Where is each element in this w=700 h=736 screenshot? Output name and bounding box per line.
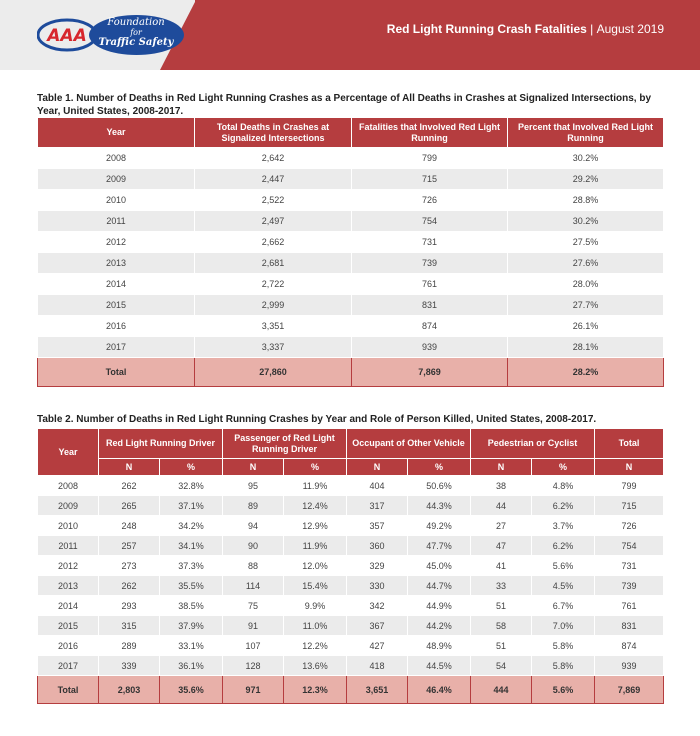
- table2-cell: 107: [223, 636, 284, 656]
- table2-cell: 45.0%: [408, 556, 471, 576]
- table2-cell: 4.8%: [532, 476, 595, 496]
- table2-cell: 404: [347, 476, 408, 496]
- table2-header-pedestrian: Pedestrian or Cyclist: [471, 429, 595, 459]
- table2-cell: 6.2%: [532, 496, 595, 516]
- table2-cell: 317: [347, 496, 408, 516]
- table2-cell: 37.1%: [160, 496, 223, 516]
- table1-cell: 939: [352, 337, 508, 358]
- svg-text:AAA: AAA: [47, 26, 87, 46]
- table1-cell: 28.1%: [508, 337, 664, 358]
- table2-cell: 11.9%: [284, 536, 347, 556]
- table1-caption: Table 1. Number of Deaths in Red Light Running Crashes as a Percentage of All Deaths in Crashes at Signalized Intersections, by Year, United States, 2008-2017.: [37, 93, 652, 117]
- table2-cell: 289: [99, 636, 160, 656]
- table1-row: [38, 295, 664, 316]
- table2-cell: 47: [471, 536, 532, 556]
- table1-cell: 874: [352, 316, 508, 337]
- table2-cell: 128: [223, 656, 284, 676]
- table2-cell: 262: [99, 476, 160, 496]
- table1-cell: 2011: [38, 211, 195, 232]
- table2-row: [38, 656, 664, 676]
- table2-cell: 6.7%: [532, 596, 595, 616]
- table2-cell: 715: [595, 496, 664, 516]
- table2-cell: 257: [99, 536, 160, 556]
- table1-row: [38, 337, 664, 358]
- table2-row: [38, 476, 664, 496]
- table2-cell: 90: [223, 536, 284, 556]
- table2-total-cell: 3,651: [347, 676, 408, 704]
- table1-cell: 2009: [38, 169, 195, 190]
- table1-cell: 2008: [38, 148, 195, 169]
- table2-cell: 37.3%: [160, 556, 223, 576]
- report-date: August 2019: [596, 22, 664, 36]
- table2-cell: 2009: [38, 496, 99, 516]
- table1-cell: 30.2%: [508, 148, 664, 169]
- table2-header-total: Total: [595, 429, 664, 459]
- table2-row: [38, 576, 664, 596]
- table2-subheader-row: [38, 459, 664, 476]
- table2-total-cell: 971: [223, 676, 284, 704]
- table1-cell: 28.8%: [508, 190, 664, 211]
- page-header: [0, 0, 700, 70]
- logo-for-text: for: [130, 28, 142, 37]
- table1-cell: 27.7%: [508, 295, 664, 316]
- table1-row: [38, 316, 664, 337]
- table2-cell: 33.1%: [160, 636, 223, 656]
- table1-cell: 3,337: [195, 337, 352, 358]
- table1: [37, 117, 664, 387]
- table2-header-other-vehicle: Occupant of Other Vehicle: [347, 429, 471, 459]
- table1-cell: 731: [352, 232, 508, 253]
- table2-cell: 3.7%: [532, 516, 595, 536]
- table2-cell: 33: [471, 576, 532, 596]
- table1-cell: 27.5%: [508, 232, 664, 253]
- table2-cell: 12.2%: [284, 636, 347, 656]
- table2-cell: 2010: [38, 516, 99, 536]
- table2-cell: 754: [595, 536, 664, 556]
- table1-cell: 3,351: [195, 316, 352, 337]
- table2-cell: 5.6%: [532, 556, 595, 576]
- table2-cell: 13.6%: [284, 656, 347, 676]
- table2-total-cell: 7,869: [595, 676, 664, 704]
- table2-cell: 418: [347, 656, 408, 676]
- table2-cell: 265: [99, 496, 160, 516]
- table2-subheader-n: N: [595, 459, 664, 476]
- table1-total-cell: Total: [38, 358, 195, 387]
- table2-caption: Table 2. Number of Deaths in Red Light Running Crashes by Year and Role of Person Killed, United States, 2008-2017.: [37, 414, 597, 425]
- table1-cell: 29.2%: [508, 169, 664, 190]
- table2-subheader-pct: %: [532, 459, 595, 476]
- table1-row: [38, 274, 664, 295]
- table2-cell: 32.8%: [160, 476, 223, 496]
- table2-total-cell: 46.4%: [408, 676, 471, 704]
- table2-cell: 293: [99, 596, 160, 616]
- table2-cell: 357: [347, 516, 408, 536]
- logo-traffic-safety-text: Traffic Safety: [98, 37, 174, 48]
- table2-cell: 48.9%: [408, 636, 471, 656]
- table1-row: [38, 253, 664, 274]
- table2-total-cell: 444: [471, 676, 532, 704]
- table2-cell: 95: [223, 476, 284, 496]
- table2-cell: 339: [99, 656, 160, 676]
- table1-cell: 831: [352, 295, 508, 316]
- table2-cell: 36.1%: [160, 656, 223, 676]
- table1-cell: 2,497: [195, 211, 352, 232]
- table2-cell: 11.9%: [284, 476, 347, 496]
- table1-cell: 754: [352, 211, 508, 232]
- table2-cell: 315: [99, 616, 160, 636]
- table2-cell: 427: [347, 636, 408, 656]
- table1-header-total-deaths: Total Deaths in Crashes at Signalized Intersections: [195, 118, 352, 148]
- table2-cell: 58: [471, 616, 532, 636]
- table2-cell: 47.7%: [408, 536, 471, 556]
- table2-cell: 342: [347, 596, 408, 616]
- table1-cell: 2,999: [195, 295, 352, 316]
- table2-cell: 34.1%: [160, 536, 223, 556]
- table2-cell: 262: [99, 576, 160, 596]
- table2-subheader-pct: %: [284, 459, 347, 476]
- table2-cell: 91: [223, 616, 284, 636]
- table2-cell: 12.4%: [284, 496, 347, 516]
- table1-cell: 2012: [38, 232, 195, 253]
- table1-cell: 27.6%: [508, 253, 664, 274]
- table2-cell: 5.8%: [532, 636, 595, 656]
- table2-cell: 330: [347, 576, 408, 596]
- table2-cell: 367: [347, 616, 408, 636]
- table2-cell: 114: [223, 576, 284, 596]
- aaa-foundation-logo: [37, 13, 187, 59]
- table2-cell: 360: [347, 536, 408, 556]
- table1-cell: 2015: [38, 295, 195, 316]
- table2-row: [38, 616, 664, 636]
- table2-cell: 88: [223, 556, 284, 576]
- table2-cell: 49.2%: [408, 516, 471, 536]
- table2: [37, 428, 664, 704]
- table2-cell: 44.9%: [408, 596, 471, 616]
- table2-cell: 799: [595, 476, 664, 496]
- table2-cell: 2016: [38, 636, 99, 656]
- table2-cell: 2014: [38, 596, 99, 616]
- table2-cell: 50.6%: [408, 476, 471, 496]
- table2-row: [38, 496, 664, 516]
- table1-cell: 739: [352, 253, 508, 274]
- table1-cell: 28.0%: [508, 274, 664, 295]
- table2-subheader-n: N: [99, 459, 160, 476]
- table1-cell: 2010: [38, 190, 195, 211]
- table2-total-cell: 2,803: [99, 676, 160, 704]
- table2-cell: 7.0%: [532, 616, 595, 636]
- table2-cell: 739: [595, 576, 664, 596]
- table1-cell: 715: [352, 169, 508, 190]
- table1-cell: 26.1%: [508, 316, 664, 337]
- table2-cell: 5.8%: [532, 656, 595, 676]
- table2-cell: 2011: [38, 536, 99, 556]
- logo-foundation-text: Foundation: [107, 17, 165, 28]
- title-separator: |: [590, 22, 594, 36]
- table2-header-passenger: Passenger of Red Light Running Driver: [223, 429, 347, 459]
- table2-cell: 731: [595, 556, 664, 576]
- table2-cell: 248: [99, 516, 160, 536]
- table2-total-cell: 12.3%: [284, 676, 347, 704]
- table1-cell: 30.2%: [508, 211, 664, 232]
- table1-cell: 799: [352, 148, 508, 169]
- table2-cell: 4.5%: [532, 576, 595, 596]
- table2-cell: 2017: [38, 656, 99, 676]
- table1-row: [38, 190, 664, 211]
- table2-cell: 15.4%: [284, 576, 347, 596]
- table2-row: [38, 536, 664, 556]
- table2-cell: 44.5%: [408, 656, 471, 676]
- table2-cell: 51: [471, 596, 532, 616]
- table1-cell: 2,662: [195, 232, 352, 253]
- table1-total-row: [38, 358, 664, 387]
- table1-header-red-light-fatalities: Fatalities that Involved Red Light Running: [352, 118, 508, 148]
- table1-row: [38, 232, 664, 253]
- table2-row: [38, 636, 664, 656]
- table2-total-cell: 35.6%: [160, 676, 223, 704]
- table1-cell: 761: [352, 274, 508, 295]
- table2-cell: 54: [471, 656, 532, 676]
- table2-row: [38, 556, 664, 576]
- table2-cell: 44.7%: [408, 576, 471, 596]
- table2-subheader-n: N: [347, 459, 408, 476]
- table2-cell: 34.2%: [160, 516, 223, 536]
- table1-total-cell: 27,860: [195, 358, 352, 387]
- table2-cell: 12.9%: [284, 516, 347, 536]
- table1-cell: 2017: [38, 337, 195, 358]
- table2-cell: 44.2%: [408, 616, 471, 636]
- table2-cell: 726: [595, 516, 664, 536]
- report-title: [387, 22, 664, 36]
- table2-cell: 2008: [38, 476, 99, 496]
- table2-total-cell: 5.6%: [532, 676, 595, 704]
- table1-header-percent: Percent that Involved Red Light Running: [508, 118, 664, 148]
- table2-row: [38, 596, 664, 616]
- table2-cell: 44.3%: [408, 496, 471, 516]
- table2-cell: 2013: [38, 576, 99, 596]
- table1-cell: 2,722: [195, 274, 352, 295]
- table2-cell: 831: [595, 616, 664, 636]
- table2-cell: 329: [347, 556, 408, 576]
- table2-header-year: Year: [38, 429, 99, 476]
- table2-cell: 273: [99, 556, 160, 576]
- table2-cell: 2015: [38, 616, 99, 636]
- table1-cell: 2,522: [195, 190, 352, 211]
- table2-cell: 12.0%: [284, 556, 347, 576]
- table1-cell: 2016: [38, 316, 195, 337]
- table2-total-row: [38, 676, 664, 704]
- table2-subheader-pct: %: [408, 459, 471, 476]
- table2-subheader-pct: %: [160, 459, 223, 476]
- table2-cell: 37.9%: [160, 616, 223, 636]
- table2-cell: 38.5%: [160, 596, 223, 616]
- table1-cell: 2013: [38, 253, 195, 274]
- table2-cell: 939: [595, 656, 664, 676]
- table2-row: [38, 516, 664, 536]
- table2-header-driver: Red Light Running Driver: [99, 429, 223, 459]
- table1-cell: 2,642: [195, 148, 352, 169]
- table2-cell: 6.2%: [532, 536, 595, 556]
- table1-row: [38, 148, 664, 169]
- table2-cell: 874: [595, 636, 664, 656]
- table2-cell: 94: [223, 516, 284, 536]
- table2-cell: 35.5%: [160, 576, 223, 596]
- table2-cell: 9.9%: [284, 596, 347, 616]
- table1-row: [38, 211, 664, 232]
- table2-cell: 38: [471, 476, 532, 496]
- table2-cell: 2012: [38, 556, 99, 576]
- table2-cell: 761: [595, 596, 664, 616]
- table2-subheader-n: N: [471, 459, 532, 476]
- table1-cell: 2014: [38, 274, 195, 295]
- table1-total-cell: 28.2%: [508, 358, 664, 387]
- table2-cell: 11.0%: [284, 616, 347, 636]
- table1-header-year: Year: [38, 118, 195, 148]
- table2-header-row: [38, 429, 664, 459]
- table2-cell: 44: [471, 496, 532, 516]
- table1-row: [38, 169, 664, 190]
- table1-cell: 726: [352, 190, 508, 211]
- table1-cell: 2,447: [195, 169, 352, 190]
- table1-cell: 2,681: [195, 253, 352, 274]
- table2-cell: 51: [471, 636, 532, 656]
- table2-cell: 41: [471, 556, 532, 576]
- table2-total-cell: Total: [38, 676, 99, 704]
- table2-cell: 89: [223, 496, 284, 516]
- table2-cell: 27: [471, 516, 532, 536]
- table1-header-row: [38, 118, 664, 148]
- table1-total-cell: 7,869: [352, 358, 508, 387]
- table2-subheader-n: N: [223, 459, 284, 476]
- report-title-text: Red Light Running Crash Fatalities: [386, 22, 587, 36]
- table2-cell: 75: [223, 596, 284, 616]
